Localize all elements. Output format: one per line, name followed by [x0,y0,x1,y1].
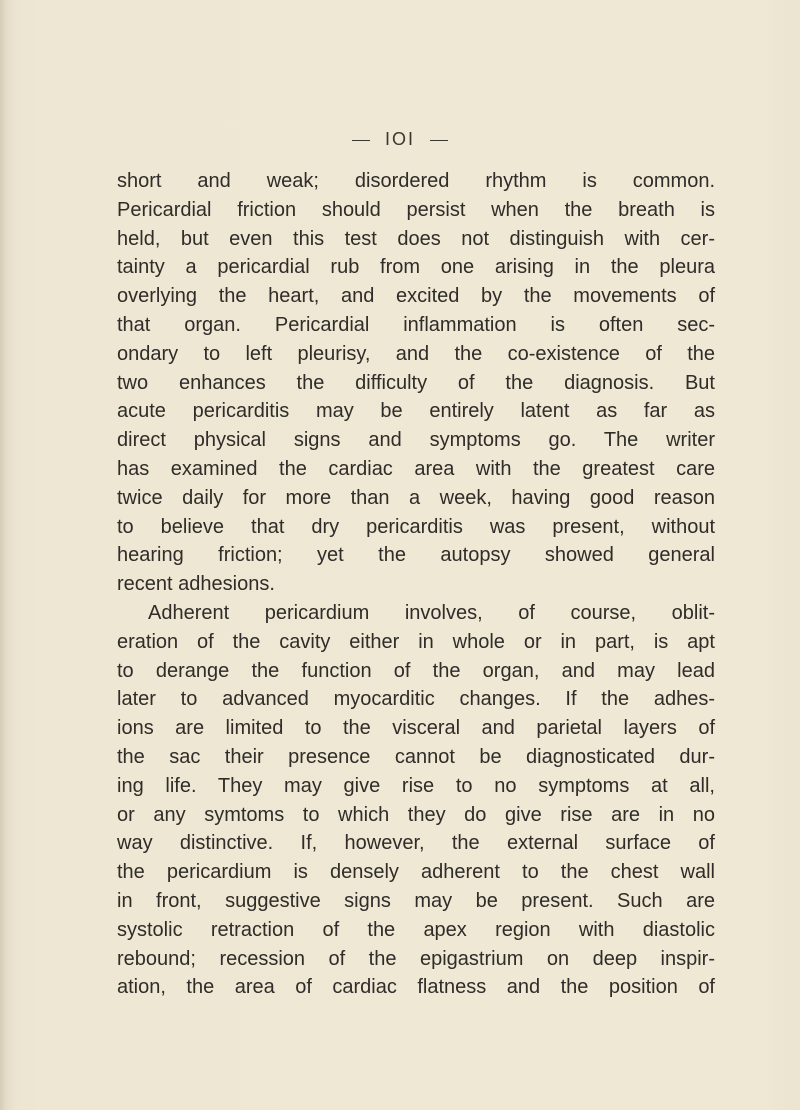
text-line: short and weak; disordered rhythm is common. [117,170,715,192]
text-line: held, but even this test does not distinguish with cer- [117,227,715,250]
text-line: direct physical signs and symptoms go. The writer [117,429,715,452]
text-line: or any symtoms to which they do give rise are in no [117,803,715,826]
text-line: eration of the cavity either in whole or in part, is apt [117,630,715,653]
paragraph-1 [117,167,715,599]
text-line: that organ. Pericardial inflammation is often sec- [117,313,715,336]
header-dash-right [430,140,448,141]
text-line: twice daily for more than a week, having good reason [117,486,715,509]
text-line: in front, suggestive signs may be present. Such are [117,889,715,912]
text-line: to derange the function of the organ, and may lead [117,659,715,682]
text-line: the sac their presence cannot be diagnosticated dur- [117,745,715,768]
paragraph-2 [117,599,715,1002]
text-line: has examined the cardiac area with the greatest care [117,457,715,480]
text-line: to believe that dry pericarditis was present, without [117,515,715,538]
text-line: ation, the area of cardiac flatness and the position of [117,976,715,999]
text-line: two enhances the difficulty of the diagnosis. But [117,371,715,394]
text-line: recent adhesions. [117,573,275,596]
text-line: hearing friction; yet the autopsy showed general [117,544,715,567]
text-line: ing life. They may give rise to no symptoms at all, [117,774,715,797]
text-line: later to advanced myocarditic changes. If the adhes- [117,688,715,711]
body-text [117,167,715,1002]
text-line: overlying the heart, and excited by the movements of [117,285,715,308]
text-line: Pericardial friction should persist when the breath is [117,198,715,221]
text-line: tainty a pericardial rub from one arising in the pleura [117,256,715,279]
text-line: ions are limited to the visceral and parietal layers of [117,717,715,740]
text-line: ondary to left pleurisy, and the co-existence of the [117,342,715,365]
text-line: rebound; recession of the epigastrium on deep inspir- [117,947,715,970]
text-line: systolic retraction of the apex region with diastolic [117,918,715,941]
text-line: the pericardium is densely adherent to the chest wall [117,861,715,884]
page-header [0,129,800,150]
text-line: Adherent pericardium involves, of course, oblit- [148,601,715,624]
header-dash-left [352,140,370,141]
text-line: way distinctive. If, however, the external surface of [117,832,715,855]
page-number: IOI [384,129,415,149]
text-line: acute pericarditis may be entirely latent as far as [117,400,715,423]
